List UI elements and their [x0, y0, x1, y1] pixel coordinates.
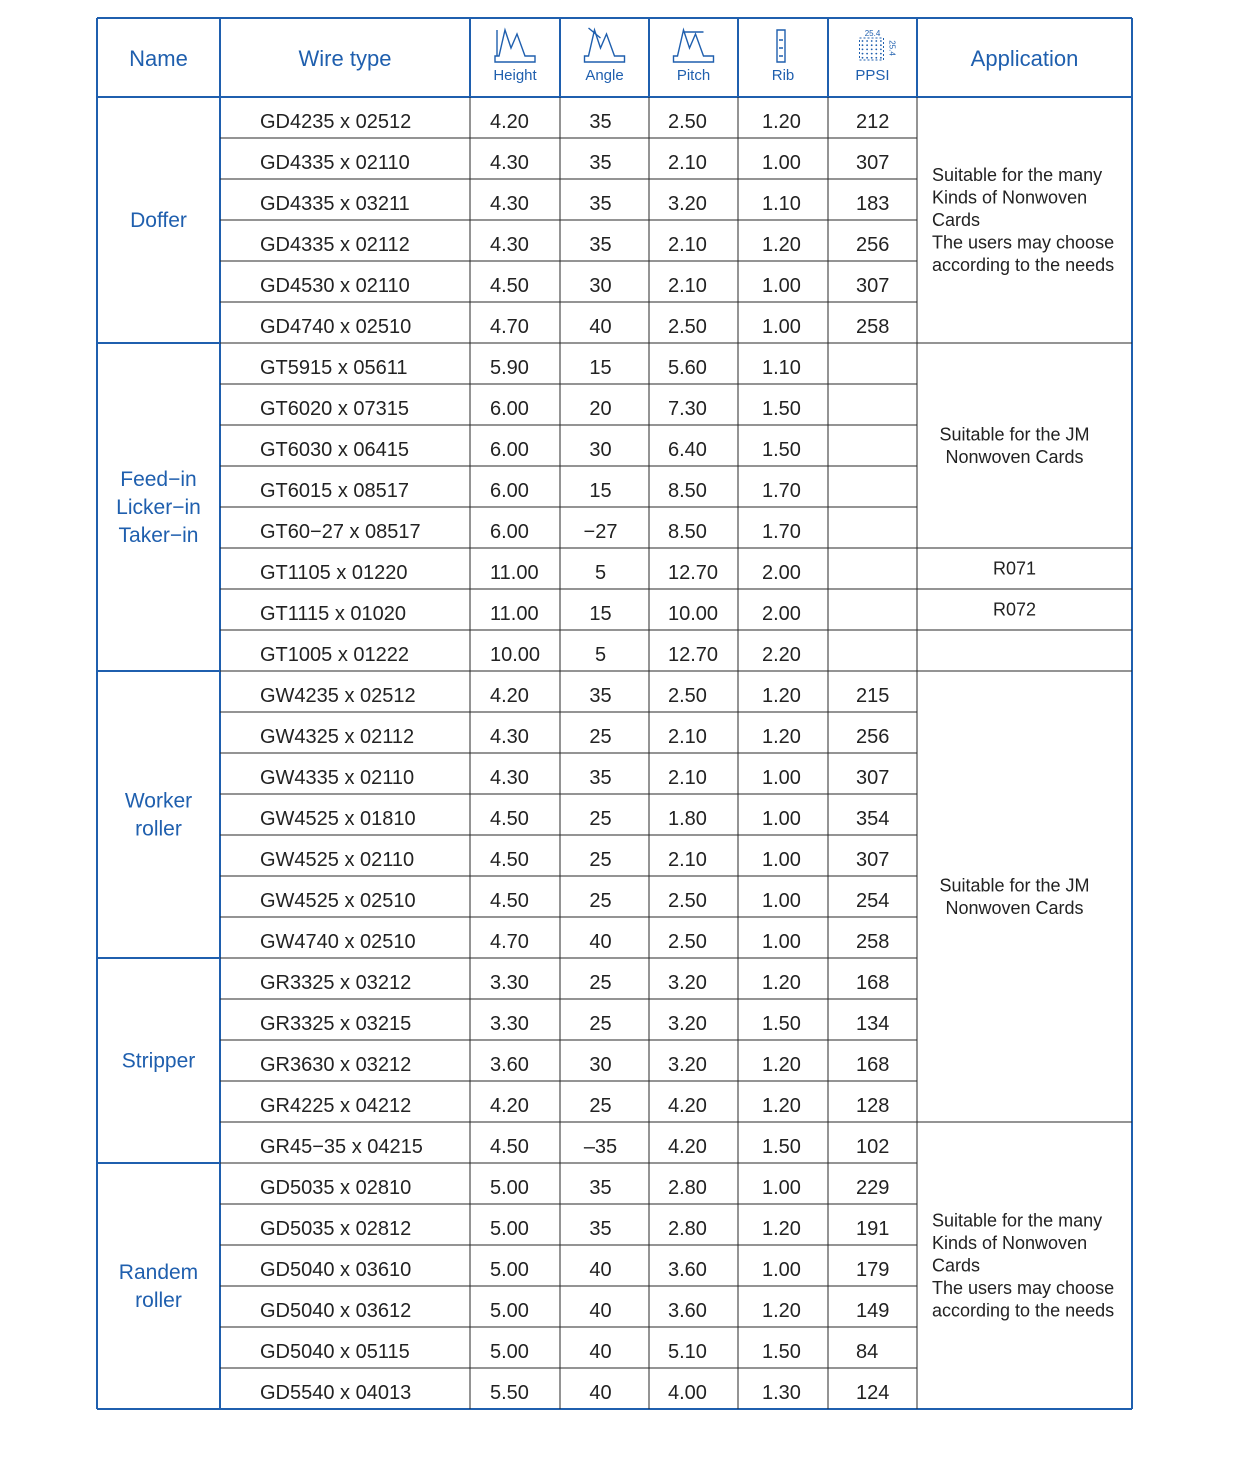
cell-height: 3.60	[490, 1054, 529, 1076]
cell-rib: 1.10	[762, 357, 801, 379]
table-row	[260, 1136, 889, 1158]
cell-wire: GD4740 x 02510	[260, 316, 412, 338]
cell-pitch: 10.00	[668, 603, 719, 625]
cell-pitch: 2.10	[668, 726, 707, 748]
cell-rib: 1.00	[762, 808, 801, 830]
cell-ppsi: 229	[856, 1177, 890, 1199]
cell-height: 4.50	[490, 1136, 529, 1158]
cell-pitch: 3.20	[668, 1013, 707, 1035]
cell-wire: GD4335 x 03211	[260, 193, 410, 215]
cell-height: 3.30	[490, 1013, 529, 1035]
cell-pitch: 3.20	[668, 972, 707, 994]
cell-ppsi: 258	[856, 316, 890, 338]
tooth-height-icon	[495, 30, 535, 62]
cell-rib: 1.10	[762, 193, 801, 215]
cell-angle: 35	[589, 1218, 612, 1240]
cell-angle: 40	[589, 931, 612, 953]
table-row	[260, 357, 801, 379]
name-group	[125, 790, 192, 841]
table-row	[260, 644, 801, 666]
cell-rib: 1.70	[762, 480, 801, 502]
cell-pitch: 2.10	[668, 767, 707, 789]
cell-wire: GW4740 x 02510	[260, 931, 416, 953]
table-row	[260, 521, 801, 543]
cell-pitch: 12.70	[668, 644, 719, 666]
cell-rib: 1.50	[762, 398, 801, 420]
cell-pitch: 12.70	[668, 562, 719, 584]
cell-angle: −27	[583, 521, 618, 543]
name-group-label: Worker	[124, 789, 193, 813]
cell-height: 4.50	[490, 890, 529, 912]
cell-angle: 35	[589, 193, 612, 215]
cell-rib: 1.00	[762, 275, 801, 297]
cell-ppsi: 307	[856, 275, 890, 297]
cell-height: 4.20	[490, 1095, 529, 1117]
cell-angle: 35	[589, 767, 612, 789]
table-row	[260, 1382, 889, 1404]
cell-pitch: 2.50	[668, 685, 707, 707]
name-group-label: Randem	[118, 1261, 199, 1284]
cell-ppsi: 254	[856, 890, 890, 912]
table-row	[260, 972, 889, 994]
cell-rib: 1.20	[762, 234, 801, 256]
cell-height: 10.00	[490, 644, 541, 666]
header-application: Application	[970, 46, 1079, 71]
header-angle: Angle	[585, 67, 624, 84]
cell-rib: 1.30	[762, 1382, 801, 1404]
ppsi-grid-icon	[860, 38, 884, 60]
cell-angle: 40	[589, 1341, 612, 1363]
name-group-label: roller	[135, 1289, 182, 1312]
cell-angle: 30	[589, 1054, 612, 1076]
name-group	[122, 1050, 196, 1073]
cell-angle: 25	[589, 1013, 612, 1035]
application-text: The users may choose	[932, 1278, 1115, 1298]
cell-rib: 1.20	[762, 685, 801, 707]
application-text: Suitable for the JM	[939, 424, 1090, 445]
table-row	[260, 726, 889, 748]
cell-wire: GD4235 x 02512	[260, 111, 412, 133]
cell-rib: 1.20	[762, 111, 801, 133]
table-header-row	[495, 28, 884, 62]
table-row	[260, 1218, 889, 1240]
table-row	[260, 931, 889, 953]
cell-wire: GW4335 x 02110	[260, 767, 415, 789]
cell-rib: 1.00	[762, 1177, 801, 1199]
cell-wire: GT6030 x 06415	[260, 439, 409, 461]
application-text: according to the needs	[932, 1300, 1115, 1321]
cell-angle: 25	[589, 849, 612, 871]
application-group	[932, 1211, 1114, 1321]
cell-ppsi: 128	[856, 1095, 890, 1117]
cell-ppsi: 307	[856, 767, 890, 789]
table-row	[260, 767, 889, 789]
cell-pitch: 3.20	[668, 1054, 707, 1076]
table-row	[260, 1300, 889, 1322]
cell-rib: 1.00	[762, 316, 801, 338]
cell-angle: 35	[589, 1177, 612, 1199]
application-group	[939, 424, 1089, 467]
table-row	[260, 685, 889, 707]
application-text: Nonwoven Cards	[945, 446, 1084, 467]
cell-wire: GW4235 x 02512	[260, 685, 416, 707]
cell-rib: 1.20	[762, 1300, 801, 1322]
cell-height: 5.00	[490, 1300, 529, 1322]
table-row	[260, 1177, 889, 1199]
header-ppsi: PPSI	[855, 67, 890, 84]
table-row	[260, 849, 889, 871]
cell-pitch: 2.80	[668, 1177, 707, 1199]
cell-rib: 1.20	[762, 972, 801, 994]
cell-ppsi: 354	[856, 808, 890, 830]
table-body	[260, 111, 889, 1404]
cell-rib: 1.00	[762, 767, 801, 789]
table-row	[260, 603, 801, 625]
cell-pitch: 5.60	[668, 357, 707, 379]
cell-wire: GD5540 x 04013	[260, 1382, 412, 1404]
cell-height: 4.30	[490, 193, 529, 215]
cell-height: 4.30	[490, 767, 529, 789]
cell-pitch: 2.50	[668, 316, 707, 338]
cell-angle: 40	[589, 316, 612, 338]
cell-ppsi: 149	[856, 1300, 890, 1322]
cell-rib: 1.20	[762, 1095, 801, 1117]
cell-wire: GT6015 x 08517	[260, 480, 409, 502]
tooth-rib-icon	[777, 30, 785, 62]
cell-pitch: 6.40	[668, 439, 707, 461]
name-group	[130, 209, 187, 232]
application-group	[993, 559, 1036, 579]
cell-wire: GD5035 x 02812	[260, 1218, 412, 1240]
cell-rib: 1.00	[762, 849, 801, 871]
cell-height: 5.00	[490, 1177, 529, 1199]
cell-wire: GT1005 x 01222	[260, 644, 409, 666]
table-row	[260, 111, 889, 133]
name-group-label: Doffer	[130, 209, 187, 232]
cell-pitch: 5.10	[668, 1341, 707, 1363]
table-row	[260, 234, 889, 256]
cell-rib: 1.70	[762, 521, 801, 543]
cell-pitch: 2.10	[668, 152, 707, 174]
cell-pitch: 2.50	[668, 111, 707, 133]
cell-rib: 1.00	[762, 152, 801, 174]
cell-rib: 2.20	[762, 644, 801, 666]
table-row	[260, 275, 889, 297]
cell-pitch: 4.20	[668, 1095, 707, 1117]
cell-wire: GR45−35 x 04215	[260, 1136, 423, 1158]
cell-angle: 15	[589, 480, 612, 502]
application-text: Suitable for the many	[932, 1210, 1103, 1231]
cell-angle: 35	[589, 111, 612, 133]
cell-pitch: 2.50	[668, 931, 707, 953]
cell-height: 5.00	[490, 1341, 529, 1363]
application-text: Cards	[932, 1255, 981, 1276]
ppsi-dim-side: 25.4	[887, 40, 897, 56]
application-group	[939, 875, 1089, 918]
cell-wire: GD4335 x 02112	[260, 234, 410, 256]
cell-height: 6.00	[490, 398, 529, 420]
table-row	[260, 1013, 889, 1035]
application-text: R072	[992, 599, 1037, 620]
cell-rib: 1.00	[762, 890, 801, 912]
cell-height: 4.30	[490, 234, 529, 256]
table-row	[260, 439, 801, 461]
cell-wire: GR3630 x 03212	[260, 1054, 412, 1076]
name-group	[116, 468, 201, 547]
cell-angle: 40	[589, 1259, 612, 1281]
cell-height: 4.30	[490, 726, 529, 748]
cell-angle: 35	[589, 234, 612, 256]
cell-pitch: 3.20	[668, 193, 707, 215]
cell-wire: GT60−27 x 08517	[260, 521, 421, 543]
cell-wire: GT1105 x 01220	[260, 562, 408, 584]
cell-pitch: 7.30	[668, 398, 707, 420]
application-text: Kinds of Nonwoven	[932, 187, 1088, 208]
cell-rib: 1.50	[762, 1013, 801, 1035]
name-group-label: Taker−in	[118, 524, 199, 547]
cell-angle: 15	[589, 603, 612, 625]
table-row	[260, 1259, 889, 1281]
cell-wire: GW4525 x 02510	[260, 890, 416, 912]
cell-angle: 5	[594, 562, 607, 584]
cell-height: 4.50	[490, 849, 529, 871]
table-row	[260, 890, 889, 912]
application-text: Suitable for the many	[932, 165, 1103, 185]
ppsi-dim-top: 25.4	[864, 29, 881, 38]
cell-height: 6.00	[490, 521, 529, 543]
application-text: Cards	[932, 210, 981, 230]
cell-wire: GR4225 x 04212	[260, 1095, 412, 1117]
cell-wire: GT1115 x 01020	[260, 603, 407, 625]
cell-wire: GD5040 x 05115	[260, 1341, 410, 1363]
cell-angle: –35	[583, 1136, 618, 1158]
cell-height: 6.00	[490, 480, 529, 502]
cell-angle: 25	[589, 726, 612, 748]
header-wire-type: Wire type	[298, 46, 392, 71]
cell-pitch: 3.60	[668, 1259, 707, 1281]
cell-wire: GW4525 x 02110	[260, 849, 415, 871]
cell-ppsi: 258	[856, 931, 890, 953]
cell-height: 4.70	[490, 931, 529, 953]
header-name: Name	[129, 46, 188, 71]
cell-ppsi: 102	[856, 1136, 890, 1158]
cell-pitch: 2.50	[668, 890, 707, 912]
cell-angle: 30	[589, 439, 612, 461]
cell-rib: 1.50	[762, 439, 801, 461]
cell-ppsi: 307	[856, 849, 890, 871]
cell-height: 11.00	[490, 603, 539, 625]
cell-wire: GW4525 x 01810	[260, 808, 416, 830]
application-text: Suitable for the JM	[939, 875, 1090, 896]
table-row	[260, 1341, 878, 1363]
cell-rib: 2.00	[762, 603, 801, 625]
cell-ppsi: 168	[856, 972, 890, 994]
table-row	[260, 1054, 889, 1076]
cell-rib: 1.00	[762, 1259, 801, 1281]
name-group	[119, 1261, 198, 1312]
cell-rib: 1.00	[762, 931, 801, 953]
application-text: Nonwoven Cards	[945, 897, 1084, 918]
cell-rib: 1.50	[762, 1341, 801, 1363]
cell-wire: GD5040 x 03612	[260, 1300, 412, 1322]
name-group-label: Licker−in	[116, 496, 201, 519]
cell-height: 4.70	[490, 316, 529, 338]
cell-rib: 1.20	[762, 726, 801, 748]
cell-ppsi: 307	[856, 152, 890, 174]
cell-ppsi: 183	[856, 193, 890, 215]
table-row	[260, 398, 801, 420]
cell-wire: GD5040 x 03610	[260, 1259, 412, 1281]
cell-height: 6.00	[490, 439, 529, 461]
cell-pitch: 4.20	[668, 1136, 707, 1158]
table-row	[260, 808, 889, 830]
cell-angle: 40	[589, 1382, 612, 1404]
cell-rib: 1.50	[762, 1136, 801, 1158]
cell-ppsi: 179	[856, 1259, 890, 1281]
cell-ppsi: 191	[856, 1218, 890, 1240]
cell-ppsi: 124	[856, 1382, 890, 1404]
cell-height: 5.50	[490, 1382, 529, 1404]
table-row	[260, 152, 889, 174]
table-row	[260, 480, 801, 502]
application-text: The users may choose	[932, 232, 1115, 253]
header-pitch: Pitch	[676, 67, 711, 84]
cell-angle: 25	[589, 972, 612, 994]
cell-rib: 1.20	[762, 1218, 801, 1240]
cell-height: 4.30	[490, 152, 529, 174]
cell-ppsi: 212	[856, 111, 890, 133]
header-rib: Rib	[771, 67, 795, 84]
cell-pitch: 8.50	[668, 521, 707, 543]
application-text: according to the needs	[932, 255, 1115, 275]
cell-pitch: 3.60	[668, 1300, 707, 1322]
cell-height: 3.30	[490, 972, 529, 994]
table-row	[260, 193, 889, 215]
cell-ppsi: 215	[856, 685, 890, 707]
table-row	[260, 1095, 889, 1117]
application-text: Kinds of Nonwoven	[932, 1233, 1088, 1253]
cell-wire: GT5915 x 05611	[260, 357, 408, 379]
table-row	[260, 562, 801, 584]
cell-height: 4.20	[490, 685, 529, 707]
cell-angle: 35	[589, 685, 612, 707]
cell-ppsi: 256	[856, 726, 890, 748]
application-group	[932, 165, 1114, 275]
cell-angle: 40	[589, 1300, 612, 1322]
cell-height: 5.00	[490, 1259, 529, 1281]
cell-wire: GR3325 x 03212	[260, 972, 412, 994]
cell-pitch: 2.10	[668, 234, 707, 256]
name-group-label: Stripper	[121, 1049, 196, 1073]
name-group-label: roller	[135, 817, 182, 841]
tooth-angle-icon	[585, 28, 625, 62]
cell-ppsi: 84	[856, 1341, 879, 1363]
application-group	[993, 600, 1036, 620]
cell-angle: 25	[589, 890, 612, 912]
name-group-label: Feed−in	[120, 468, 197, 491]
cell-pitch: 2.80	[668, 1218, 707, 1240]
cell-wire: GW4325 x 02112	[260, 726, 415, 748]
cell-pitch: 4.00	[668, 1382, 707, 1404]
cell-angle: 25	[589, 1095, 612, 1117]
cell-wire: GR3325 x 03215	[260, 1013, 412, 1035]
cell-angle: 5	[594, 644, 607, 666]
cell-angle: 15	[589, 357, 612, 379]
tooth-pitch-icon	[674, 30, 714, 62]
cell-angle: 35	[589, 152, 612, 174]
cell-rib: 2.00	[762, 562, 801, 584]
cell-wire: GT6020 x 07315	[260, 398, 409, 420]
cell-angle: 20	[589, 398, 612, 420]
cell-pitch: 1.80	[668, 808, 707, 830]
cell-pitch: 8.50	[668, 480, 707, 502]
cell-wire: GD4530 x 02110	[260, 275, 410, 297]
cell-rib: 1.20	[762, 1054, 801, 1076]
cell-angle: 30	[589, 275, 612, 297]
header-height: Height	[493, 67, 537, 84]
cell-wire: GD5035 x 02810	[260, 1177, 412, 1199]
cell-height: 4.50	[490, 808, 529, 830]
cell-pitch: 2.10	[668, 275, 707, 297]
cell-angle: 25	[589, 808, 612, 830]
cell-height: 5.90	[490, 357, 529, 379]
cell-ppsi: 134	[856, 1013, 890, 1035]
cell-wire: GD4335 x 02110	[260, 152, 410, 174]
cell-height: 4.20	[490, 111, 529, 133]
cell-ppsi: 168	[856, 1054, 890, 1076]
cell-ppsi: 256	[856, 234, 890, 256]
cell-height: 4.50	[490, 275, 529, 297]
cell-pitch: 2.10	[668, 849, 707, 871]
application-text: R071	[992, 558, 1037, 579]
table-row	[260, 316, 889, 338]
cell-height: 5.00	[490, 1218, 529, 1240]
cell-height: 11.00	[490, 562, 539, 584]
